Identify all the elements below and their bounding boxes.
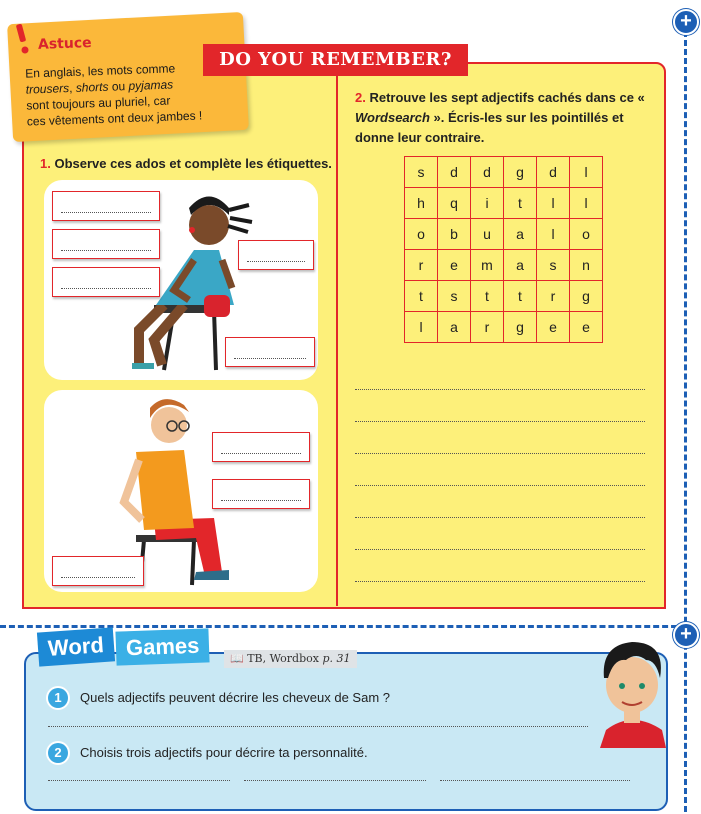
grid-cell[interactable]: s xyxy=(405,157,438,188)
question-1: Quels adjectifs peuvent décrire les cheveux de Sam ? xyxy=(80,690,391,705)
grid-row xyxy=(405,188,603,219)
label-field[interactable] xyxy=(52,556,144,586)
grid-cell[interactable]: a xyxy=(504,250,537,281)
grid-row xyxy=(405,312,603,343)
book-icon: 📖 xyxy=(230,652,244,665)
astuce-title: Astuce xyxy=(37,35,92,53)
grid-cell[interactable]: l xyxy=(570,157,603,188)
exercise2-instruction: 2. Retrouve les sept adjectifs cachés dans ce « Wordsearch ». Écris-les sur les pointillés et donne leur contraire. xyxy=(355,90,645,145)
question-number: 2 xyxy=(48,743,68,763)
grid-row xyxy=(405,157,603,188)
answer-line[interactable] xyxy=(355,581,645,582)
grid-cell[interactable]: l xyxy=(537,219,570,250)
grid-cell[interactable]: e xyxy=(537,312,570,343)
grid-cell[interactable]: a xyxy=(504,219,537,250)
wordsearch-grid xyxy=(404,156,603,343)
answer-line[interactable] xyxy=(355,517,645,518)
label-field[interactable] xyxy=(225,337,315,367)
answer-line[interactable] xyxy=(355,389,645,390)
grid-cell[interactable]: t xyxy=(504,188,537,219)
grid-cell[interactable]: t xyxy=(504,281,537,312)
grid-cell[interactable]: r xyxy=(471,312,504,343)
answer-line[interactable] xyxy=(355,549,645,550)
wordbox-reference: 📖 TB, Wordbox p. 31 xyxy=(224,650,357,668)
answer-line[interactable] xyxy=(244,780,426,781)
grid-cell[interactable]: q xyxy=(438,188,471,219)
grid-cell[interactable]: t xyxy=(405,281,438,312)
grid-cell[interactable]: l xyxy=(405,312,438,343)
label-field[interactable] xyxy=(238,240,314,270)
word-games-title-games: Games xyxy=(115,628,210,665)
label-field[interactable] xyxy=(52,267,160,297)
column-divider xyxy=(336,64,338,606)
page-title: DO YOU REMEMBER? xyxy=(203,44,468,76)
page-edge-dashed-line xyxy=(684,22,687,812)
grid-cell[interactable]: m xyxy=(471,250,504,281)
astuce-text: En anglais, les mots comme trousers, shorts ou pyjamas sont toujours au pluriel, car ces vêtements ont deux jambes ! xyxy=(24,61,203,129)
grid-cell[interactable]: i xyxy=(471,188,504,219)
grid-cell[interactable]: a xyxy=(438,312,471,343)
label-field[interactable] xyxy=(212,479,310,509)
grid-cell[interactable]: g xyxy=(504,312,537,343)
grid-row xyxy=(405,250,603,281)
answer-line[interactable] xyxy=(48,726,588,727)
plus-icon: + xyxy=(673,9,699,35)
grid-cell[interactable]: l xyxy=(537,188,570,219)
grid-cell[interactable]: t xyxy=(471,281,504,312)
grid-cell[interactable]: d xyxy=(438,157,471,188)
grid-cell[interactable]: s xyxy=(537,250,570,281)
exclamation-icon xyxy=(10,22,36,56)
grid-row xyxy=(405,219,603,250)
grid-cell[interactable]: s xyxy=(438,281,471,312)
plus-icon: + xyxy=(673,622,699,648)
answer-line[interactable] xyxy=(355,485,645,486)
label-field[interactable] xyxy=(52,191,160,221)
grid-cell[interactable]: e xyxy=(438,250,471,281)
grid-cell[interactable]: d xyxy=(537,157,570,188)
grid-cell[interactable]: r xyxy=(537,281,570,312)
grid-cell[interactable]: n xyxy=(570,250,603,281)
grid-cell[interactable]: e xyxy=(570,312,603,343)
grid-cell[interactable]: l xyxy=(570,188,603,219)
word-games-title-word: Word xyxy=(37,627,115,666)
grid-cell[interactable]: h xyxy=(405,188,438,219)
grid-cell[interactable]: g xyxy=(570,281,603,312)
grid-cell[interactable]: r xyxy=(405,250,438,281)
grid-cell[interactable]: u xyxy=(471,219,504,250)
label-field[interactable] xyxy=(212,432,310,462)
label-field[interactable] xyxy=(52,229,160,259)
answer-line[interactable] xyxy=(355,453,645,454)
question-number: 1 xyxy=(48,688,68,708)
grid-cell[interactable]: d xyxy=(471,157,504,188)
question-2: Choisis trois adjectifs pour décrire ta personnalité. xyxy=(80,745,368,760)
grid-cell[interactable]: o xyxy=(570,219,603,250)
word-games-box xyxy=(24,652,668,811)
exercise1-instruction: 1. Observe ces ados et complète les étiquettes. xyxy=(40,156,332,171)
grid-cell[interactable]: b xyxy=(438,219,471,250)
answer-line[interactable] xyxy=(355,421,645,422)
answer-line[interactable] xyxy=(440,780,630,781)
grid-cell[interactable]: o xyxy=(405,219,438,250)
grid-row xyxy=(405,281,603,312)
grid-cell[interactable]: g xyxy=(504,157,537,188)
sam-illustration xyxy=(586,630,678,748)
answer-line[interactable] xyxy=(48,780,230,781)
